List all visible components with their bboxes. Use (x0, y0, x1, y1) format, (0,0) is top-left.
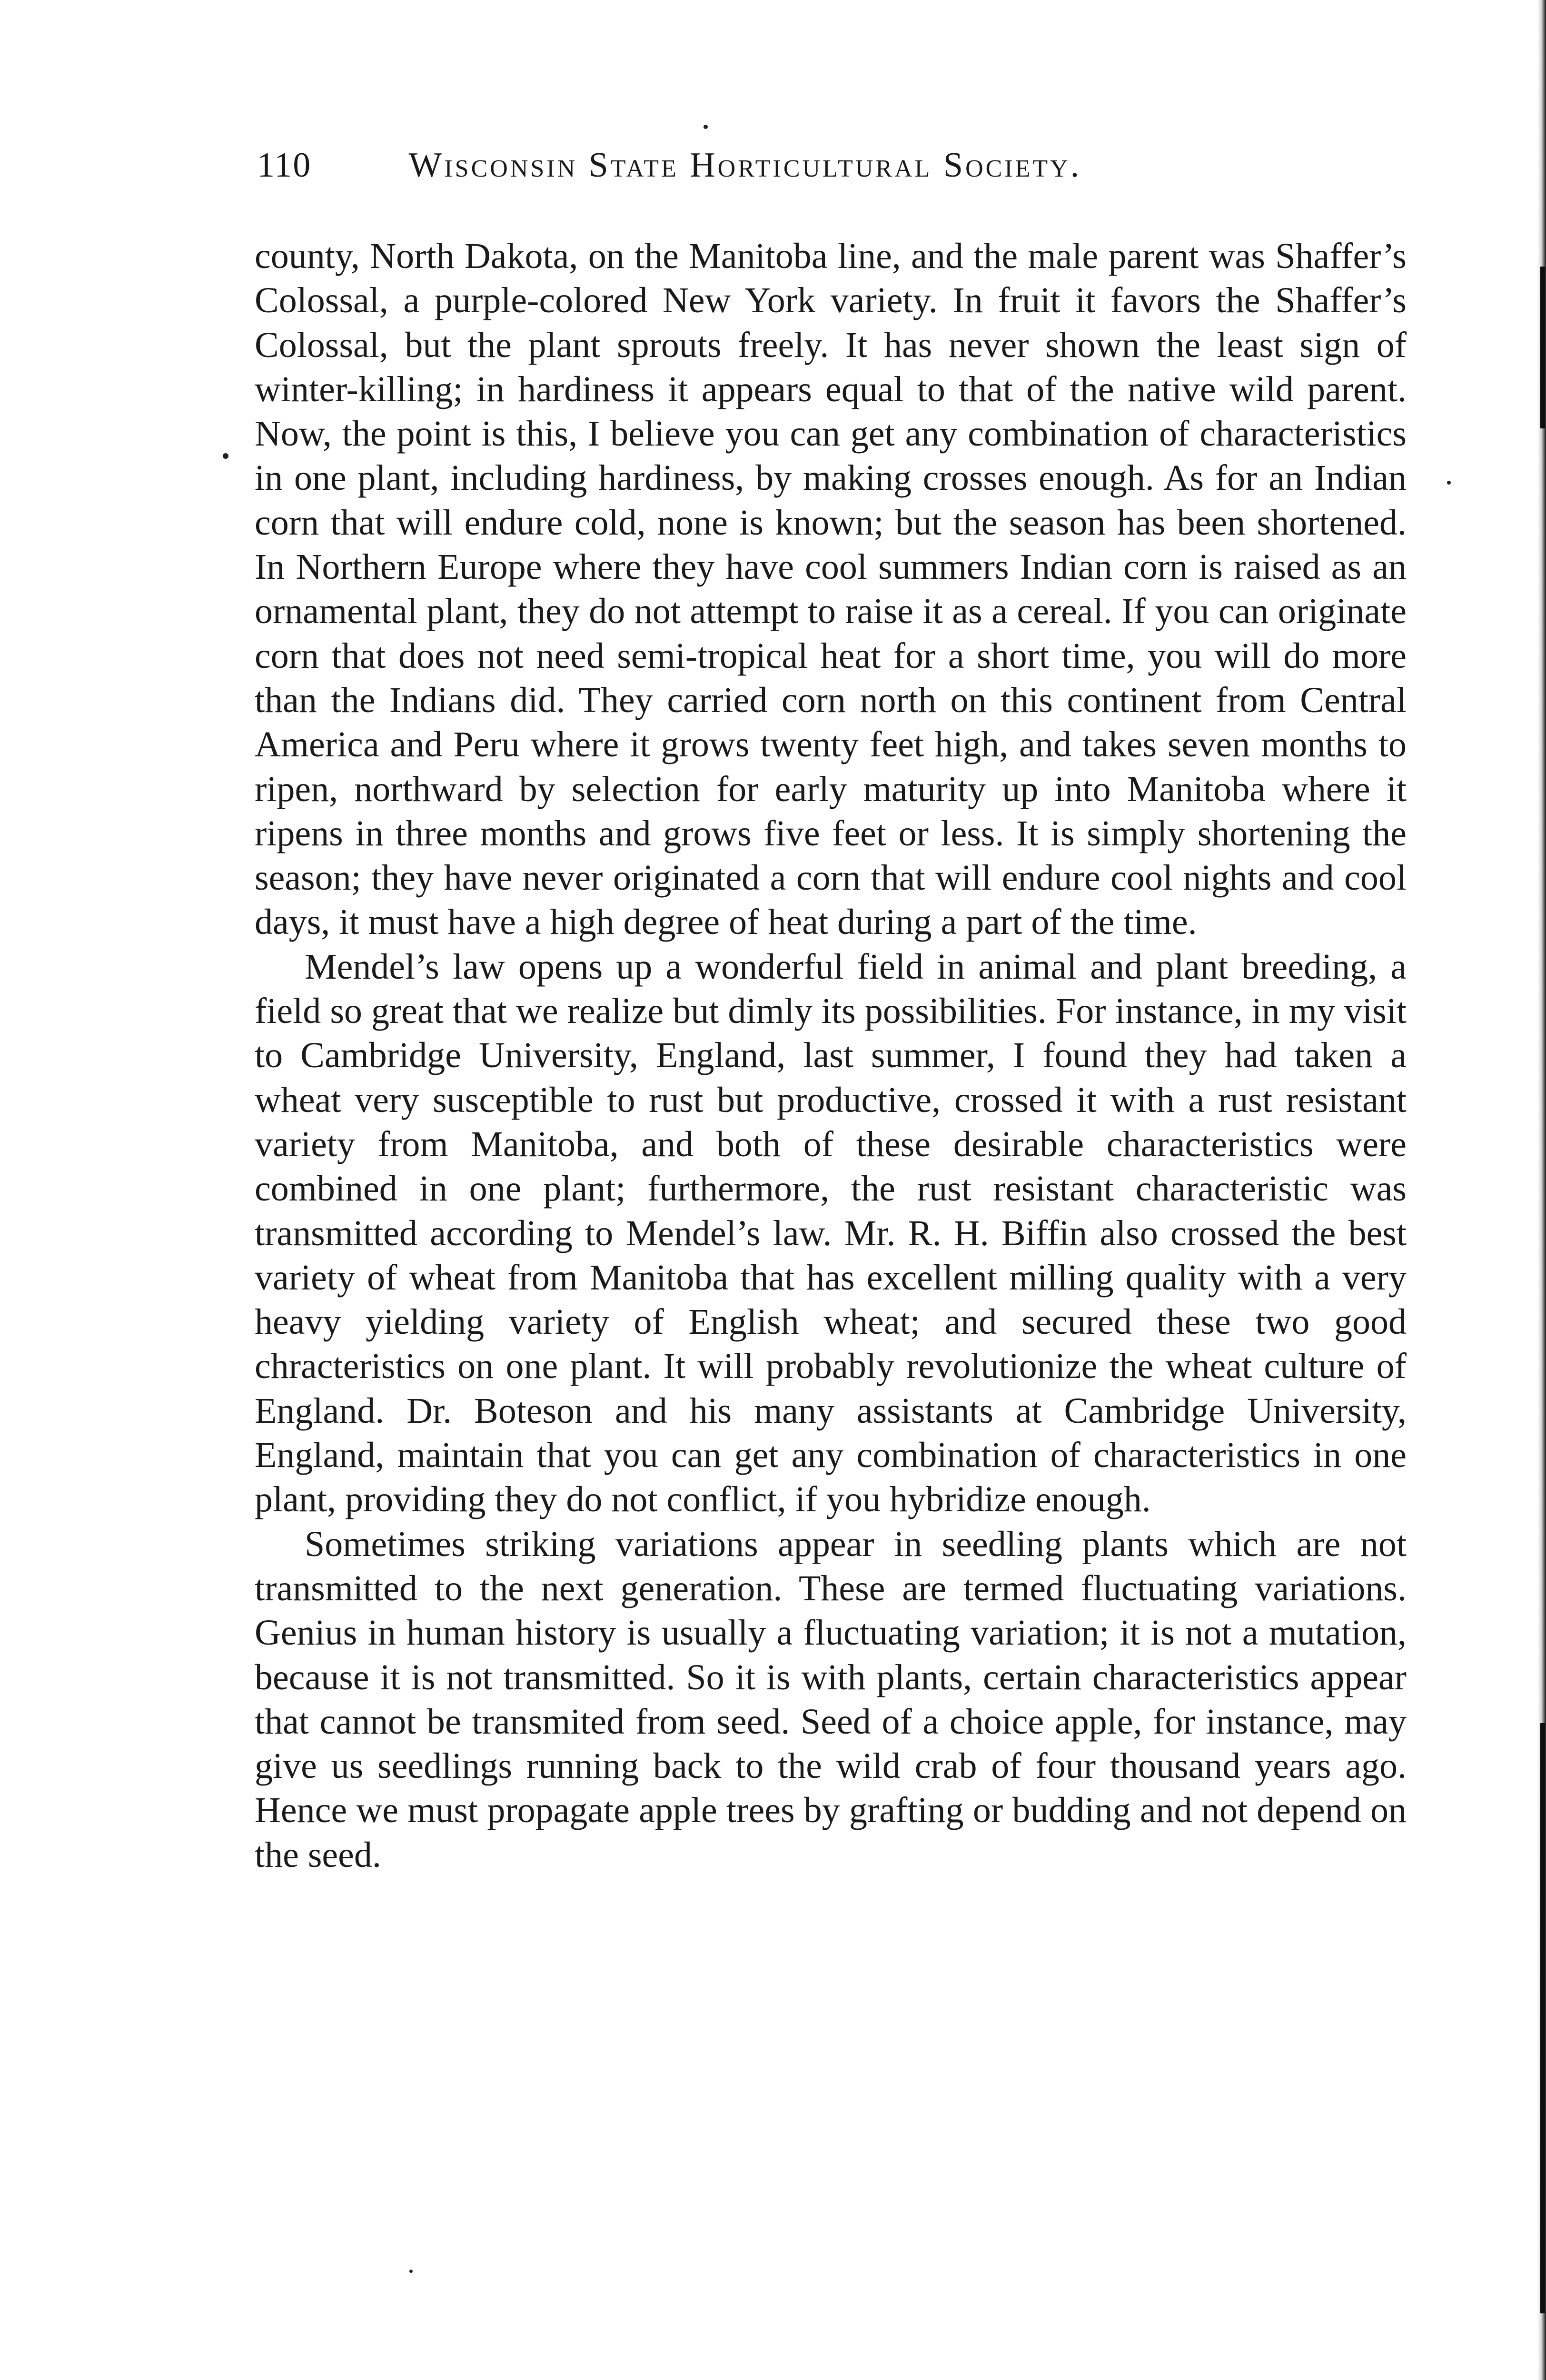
paragraph-continued: county, North Dakota, on the Manitoba line, and the male parent was Shaffer’s Colossal, a purple-colored New York variety. In fruit it favors the Shaffer’s Colossal, but the plant sprouts freely. It has never shown the least sign of winter-killing; in hardiness it appears equal to that of the native wild parent. Now, the point is this, I believe you can get any combination of characteristics in one plant, including hardiness, by making crosses enough. As for an Indian corn that will endure cold, none is known; but the season has been shortened. In Northern Europe where they have cool summers Indian corn is raised as an ornamental plant, they do not attempt to raise it as a cereal. If you can originate corn that does not need semi-tropical heat for a short time, you will do more than the Indians did. They carried corn north on this continent from Central America and Peru where it grows twenty feet high, and takes seven months to ripen, northward by selection for early maturity up into Manitoba where it ripens in three months and grows five feet or less. It is simply shortening the season; they have never originated a corn that will endure cool nights and cool days, it must have a high degree of heat during a part of the time. (255, 236, 1407, 942)
page-number: 110 (257, 146, 312, 185)
running-title: Wisconsin State Horticultural Society. (408, 146, 1082, 185)
page-edge-mark (1540, 267, 1545, 428)
paragraph-mendels-law: Mendel’s law opens up a wonderful field in animal and plant breeding, a field so great that we realize but dimly its possibilities. For instance, in my visit to Cambridge University, England, last summer, I found they had taken a wheat very susceptible to rust but productive, crossed it with a rust resistant variety from Manitoba, and both of these desirable characteristics were combined in one plant; furthermore, the rust resistant characteristic was transmitted according to Mendel’s law. Mr. R. H. Biffin also crossed the best variety of wheat from Manitoba that has excellent milling quality with a very heavy yielding variety of English wheat; and secured these two good chracteristics on one plant. It will probably revolutionize the wheat culture of England. Dr. Boteson and his many assistants at Cambridge University, England, maintain that you can get any combination of characteristics in one plant, providing they do not conflict, if you hybridize enough. (255, 946, 1407, 1520)
scan-speck (704, 125, 708, 129)
page-header (257, 139, 1399, 191)
scan-speck (409, 2270, 413, 2273)
page-edge-mark (1540, 1723, 1545, 2313)
scan-speck (223, 453, 228, 459)
scan-speck (1447, 481, 1451, 485)
body-text (255, 234, 1407, 1877)
paragraph-fluctuating-variations: Sometimes striking variations appear in seedling plants which are not transmitted to the next generation. These are termed fluctuating variations. Genius in human history is usually a fluctuating variation; it is not a mutation, because it is not transmitted. So it is with plants, certain characteristics appear that cannot be transmited from seed. Seed of a choice apple, for instance, may give us seedlings running back to the wild crab of four thousand years ago. Hence we must propagate apple trees by grafting or budding and not depend on the seed. (255, 1524, 1407, 1875)
